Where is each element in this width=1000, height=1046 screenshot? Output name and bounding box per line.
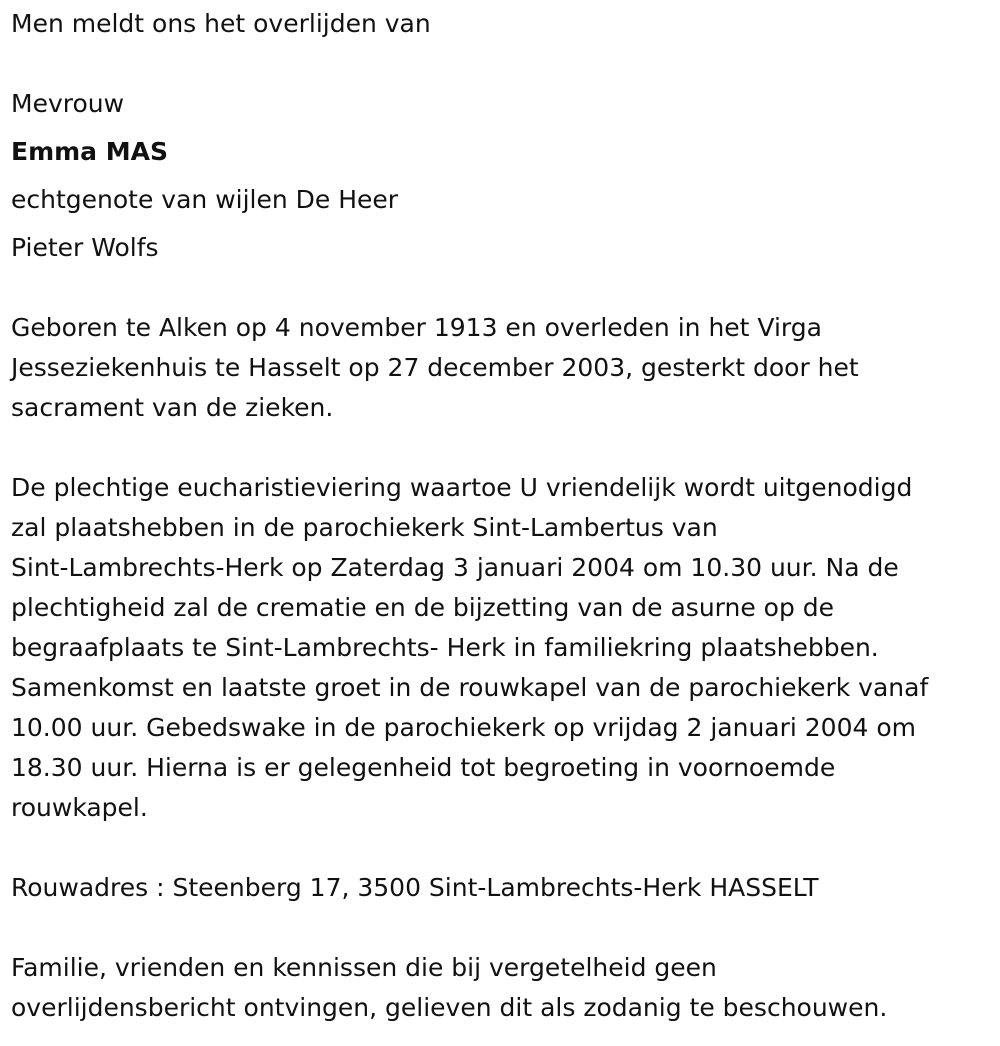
ceremony-line: 10.00 uur. Gebedswake in de parochiekerk op vrijdag 2 januari 2004 om [11, 713, 916, 742]
ceremony-line: De plechtige eucharistieviering waartoe U vriendelijk wordt uitgenodigd [11, 473, 913, 502]
spouse-name: Pieter Wolfs [11, 233, 159, 262]
birth-death-line: Jesseziekenhuis te Hasselt op 27 december 2003, gesterkt door het [11, 353, 859, 382]
obituary-notice [11, 0, 996, 1028]
ceremony-line: Samenkomst en laatste groet in de rouwkapel van de parochiekerk vanaf [11, 673, 929, 702]
spouse-relation-text: echtgenote van wijlen De Heer [11, 185, 399, 214]
salutation-text: Mevrouw [11, 89, 125, 118]
ceremony-line: 18.30 uur. Hierna is er gelegenheid tot begroeting in voornoemde [11, 753, 836, 782]
deceased-name: Emma MAS [11, 137, 168, 166]
ceremony-line: begraafplaats te Sint-Lambrechts- Herk in familiekring plaatshebben. [11, 633, 879, 662]
closing-paragraph [11, 948, 996, 1028]
ceremony-paragraph [11, 468, 996, 828]
ceremony-line: rouwkapel. [11, 793, 148, 822]
mourning-address: Rouwadres : Steenberg 17, 3500 Sint-Lambrechts-Herk HASSELT [11, 873, 819, 902]
closing-line: Familie, vrienden en kennissen die bij vergetelheid geen [11, 953, 717, 982]
address-paragraph [11, 868, 996, 908]
ceremony-line: Sint-Lambrechts-Herk op Zaterdag 3 januari 2004 om 10.30 uur. Na de [11, 553, 899, 582]
ceremony-line: zal plaatshebben in de parochiekerk Sint-Lambertus van [11, 513, 718, 542]
birth-death-line: Geboren te Alken op 4 november 1913 en overleden in het Virga [11, 313, 822, 342]
intro-text: Men meldt ons het overlijden van [11, 9, 431, 38]
birth-death-line: sacrament van de zieken. [11, 393, 334, 422]
ceremony-line: plechtigheid zal de crematie en de bijzetting van de asurne op de [11, 593, 835, 622]
birth-death-paragraph [11, 308, 996, 428]
closing-line: overlijdensbericht ontvingen, gelieven dit als zodanig te beschouwen. [11, 993, 888, 1022]
